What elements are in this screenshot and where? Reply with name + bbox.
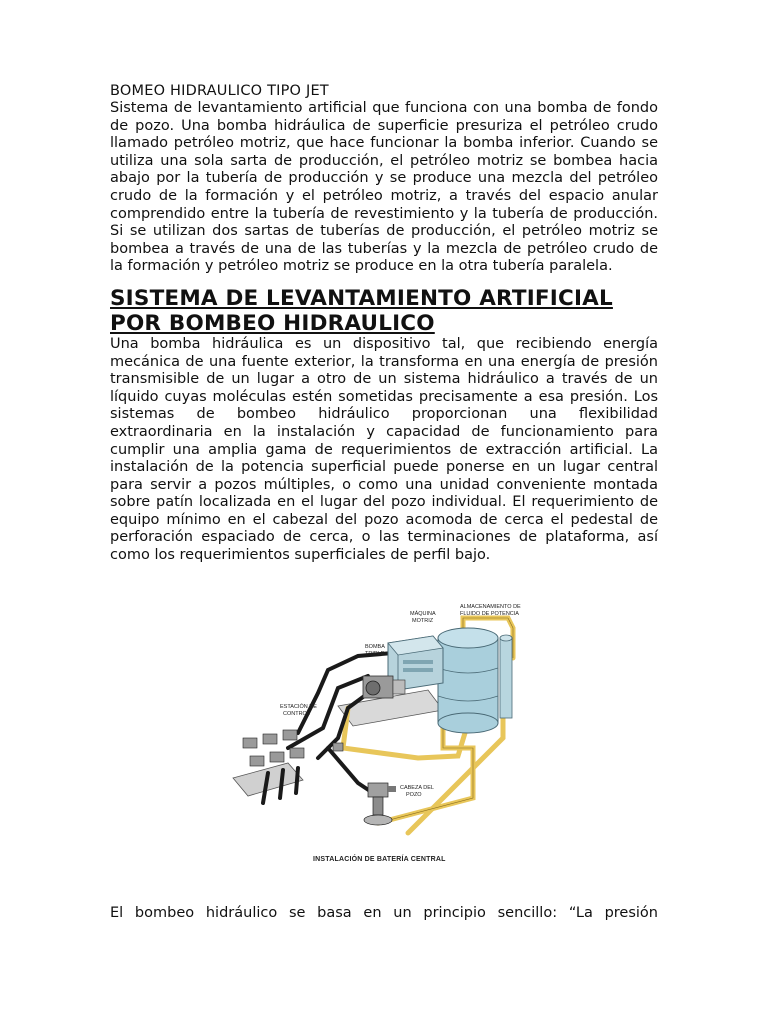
label-engine-2: MOTRIZ bbox=[412, 618, 434, 624]
central-battery-diagram bbox=[228, 598, 528, 868]
label-engine-1: MÁQUINA bbox=[410, 611, 436, 617]
label-storage-1: ALMACENAMIENTO DE bbox=[460, 604, 521, 610]
label-control-1: ESTACIÓN DE bbox=[280, 704, 317, 710]
figure-caption: INSTALACIÓN DE BATERÍA CENTRAL bbox=[313, 856, 446, 863]
control-hoses bbox=[263, 653, 393, 803]
label-pump-1: BOMBA bbox=[365, 644, 385, 650]
installation-illustration bbox=[228, 598, 528, 868]
vertical-vessel bbox=[500, 635, 512, 718]
section-title: BOMEO HIDRAULICO TIPO JET bbox=[110, 83, 329, 99]
label-pump-2: TRIPLE bbox=[365, 651, 385, 657]
label-wellhead-1: CABEZA DEL bbox=[400, 785, 434, 791]
label-wellhead-2: POZO bbox=[406, 792, 422, 798]
paragraph-jet-pump: Sistema de levantamiento artificial que funciona con una bomba de fondo de pozo. Una bomba hidráulica de superficie presuriza el petróleo crudo llamado petróleo motriz, que hace funcionar la bomba inferior. Cuando se utiliza una sola sarta de producción, el petróleo motriz se bombea hacia abajo por la tubería de producción y se produce una mezcla del petróleo crudo de la formación y el petróleo motriz, a través del espacio anular comprendido entre la tubería de revestimiento y la tubería de producción. Si se utilizan dos sartas de tuberías de producción, el petróleo motriz se bombea a través de una de las tuberías y la mezcla de petróleo crudo de la formación y petróleo motriz se produce en la otra tubería paralela. bbox=[110, 100, 658, 275]
storage-tank bbox=[438, 628, 498, 733]
wellhead bbox=[364, 783, 396, 825]
heading-hydraulic-lift: SISTEMA DE LEVANTAMIENTO ARTIFICIAL POR BOMBEO HIDRAULICO bbox=[110, 285, 613, 336]
paragraph-principle: El bombeo hidráulico se basa en un principio sencillo: “La presión bbox=[110, 905, 658, 921]
label-storage-2: FLUIDO DE POTENCIA bbox=[460, 611, 519, 617]
paragraph-hydraulic-pump: Una bomba hidráulica es un dispositivo tal, que recibiendo energía mecánica de una fuente exterior, la transforma en una energía de presión transmisible de un lugar a otro de un sistema hidráulico a través de un líquido cuyas moléculas estén sometidas precisamente a esa presión. Los sistemas de bombeo hidráulico proporcionan una flexibilidad extraordinaria en la instalación y capacidad de funcionamiento para cumplir una amplia gama de requerimientos de extracción artificial. La instalación de la potencia superficial puede ponerse en un lugar central para servir a pozos múltiples, o como una unidad conveniente montada sobre patín localizada en el lugar del pozo individual. El requerimiento de equipo mínimo en el cabezal del pozo acomoda de cerca el pedestal de perforación espaciado de cerca, o las terminaciones de plataforma, así como los requerimientos superficiales de perfil bajo. bbox=[110, 335, 658, 564]
label-control-2: CONTROL bbox=[283, 711, 310, 717]
document-body bbox=[110, 82, 658, 565]
